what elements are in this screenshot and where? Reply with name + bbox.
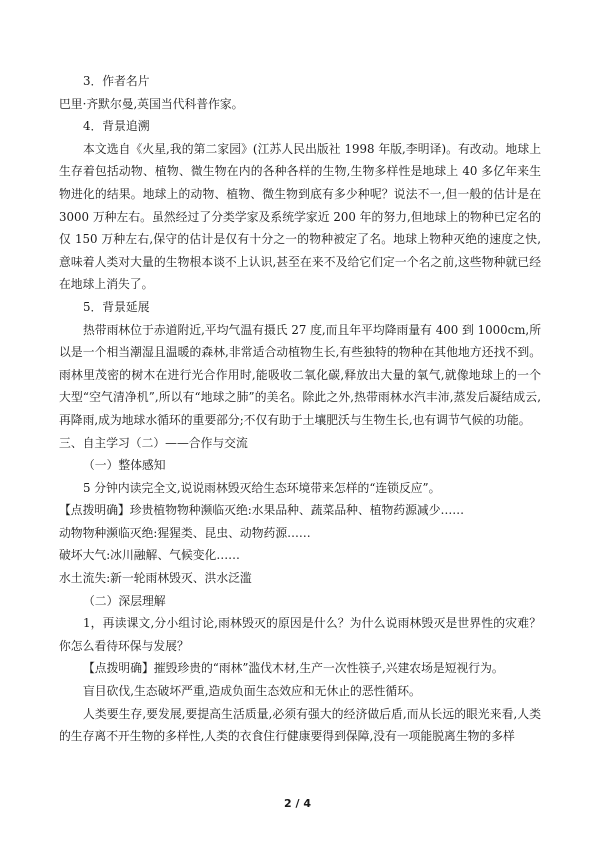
answer-text: 摧毁珍贵的“雨林”滥伐木材,生产一次性筷子,兴建农场是短视行为。 [153, 661, 504, 676]
background-paragraph: 本文选自《火星,我的第二家园》(江苏人民出版社 1998 年版,李明译)。有改动。地球上生存着包括动物、植物、微生物在内的各种各样的生物,生物多样性是地球上 40 多亿年来生物进化的结果。地球上的动物、植物、微生物到底有多少种呢？说法不一,但一般的估计是在 3000 万种左右。虽然经过了分类学家及系统学家近 200 年的努力,但地球上的物种已定名的仅 150 万种左右,保守的估计是仅有十分之一的物种被定了名。地球上物种灭绝的速度之快,意味着人类对大量的生物根本谈不上认识,甚至在来不及给它们定一个名之前,这些物种就已经在地球上消失了。 [59, 141, 541, 292]
page-number: 2 / 4 [284, 797, 311, 810]
question-1: 1，再读课文,分小组讨论,雨林毁灭的原因是什么？为什么说雨林毁灭是世界性的灾难？你怎么看待环保与发展？ [59, 616, 541, 653]
deep-answer-line-3: 人类要生存,要发展,要提高生活质量,必须有强大的经济做后盾,而从长远的眼光来看,人类的生存离不开生物的多样性,人类的衣食住行健康要得到保障,没有一项能脱离生物的多样 [59, 706, 541, 744]
heading-deep-understanding: （二）深层理解 [83, 593, 166, 608]
section-heading-cooperation: 三、自主学习（二）——合作与交流 [59, 435, 248, 450]
overall-answer-line-2: 动物物种濒临灭绝:猩猩类、昆虫、动物药源…… [59, 525, 311, 540]
overall-task: 5 分钟内读完全文,说说雨林毁灭给生态环境带来怎样的“连锁反应”。 [83, 480, 441, 495]
answer-tag: 【点拨明确】 [59, 503, 130, 518]
deep-answer-line-2: 盲目砍伐,生态破坏严重,造成负面生态效应和无休止的恶性循环。 [83, 684, 421, 699]
answer-tag: 【点拨明确】 [83, 661, 154, 676]
answer-text: 珍贵植物物种濒临灭绝:水果品种、蔬菜品种、植物药源减少…… [129, 503, 465, 518]
extension-paragraph: 热带雨林位于赤道附近,平均气温有摄氏 27 度,而且年平均降雨量有 400 到 1000cm,所以是一个相当潮湿且温暖的森林,非常适合动植物生长,有些独特的物种在其他地方还找不到。雨林里茂密的树木在进行光合作用时,能吸收二氧化碳,释放出大量的氧气,就像地球上的一个大型“空气清净机”,所以有“地球之肺”的美名。除此之外,热带雨林水汽丰沛,蒸发后凝结成云,再降雨,成为地球水循环的重要部分;不仅有助于土壤肥沃与生物生长,也有调节气候的功能。 [59, 322, 541, 427]
author-intro: 巴里·齐默尔曼,英国当代科普作家。 [59, 96, 244, 111]
heading-background-extension: 5．背景延展 [83, 299, 150, 314]
heading-author-card: 3．作者名片 [83, 74, 150, 88]
overall-answer-line-3: 破坏大气:冰川融解、气候变化…… [59, 548, 240, 563]
heading-overall-perception: （一）整体感知 [83, 458, 166, 473]
overall-answer-line-4: 水土流失:新一轮雨林毁灭、洪水泛滥 [59, 571, 252, 586]
deep-answer-line-1 [59, 657, 541, 680]
heading-background: 4．背景追溯 [83, 119, 150, 134]
overall-answer-line-1 [59, 499, 541, 522]
document-body [59, 70, 541, 748]
